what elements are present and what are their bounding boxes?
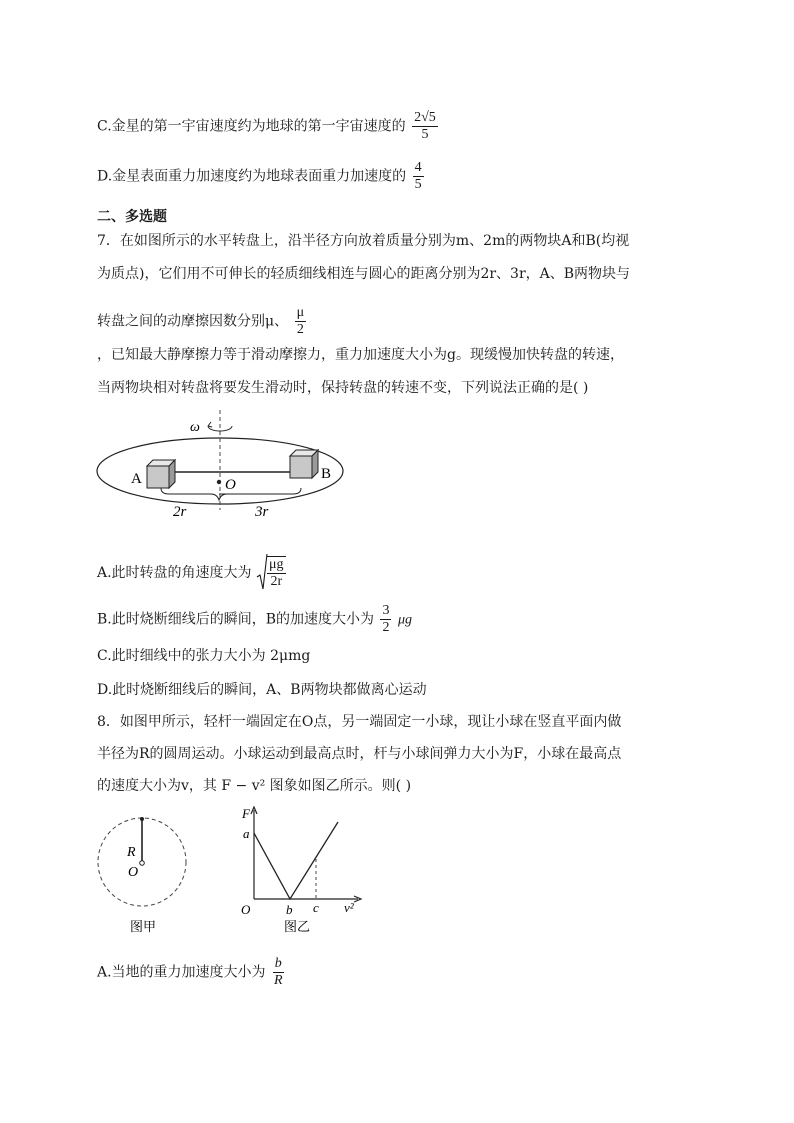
q7-option-c: C.此时细线中的张力大小为 2μmg (97, 648, 311, 664)
q8-option-a-fraction (272, 956, 285, 989)
q7-line-5: 当两物块相对转盘将要发生滑动时，保持转盘的转速不变，下列说法正确的是( ) (97, 380, 589, 396)
fraction-denominator: 5 (414, 177, 422, 192)
label-o: O (241, 902, 251, 917)
fraction-numerator: μg (269, 557, 284, 572)
q6-option-c (97, 110, 440, 143)
fraction-numerator: 4 (414, 160, 422, 175)
fraction-numerator: b (274, 956, 282, 971)
q7-line-1: 7．在如图所示的水平转盘上，沿半径方向放着质量分别为m、2m的两物块A和B(均视 (97, 233, 630, 249)
graph-line (254, 822, 338, 899)
omega-label: ω (190, 420, 200, 435)
q6-option-d-text: D.金星表面重力加速度约为地球表面重力加速度的 (97, 168, 407, 185)
q6-option-c-fraction (412, 110, 438, 143)
q7-line-4: ，已知最大静摩擦力等于滑动摩擦力，重力加速度大小为g。现缓慢加快转盘的转速， (97, 347, 624, 363)
fraction-denominator: 2r (270, 574, 283, 589)
fraction-numerator: 3 (382, 603, 390, 618)
q7-option-b-fraction (380, 603, 391, 636)
fraction-denominator: 2 (382, 620, 390, 635)
q8-option-a-text: A.当地的重力加速度大小为 (97, 964, 266, 981)
block-a (147, 460, 175, 488)
q6-option-c-text: C.金星的第一宇宙速度约为地球的第一宇宙速度的 (97, 118, 406, 135)
fraction-denominator: R (274, 973, 283, 988)
label-a: a (243, 826, 250, 841)
fraction-numerator: 2√5 (414, 110, 436, 125)
label-c: c (313, 900, 319, 915)
ball (140, 817, 144, 821)
q7-line-3-text: 转盘之间的动摩擦因数分别μ、 (97, 313, 289, 330)
label-v2: v² (344, 900, 354, 915)
block-b (290, 450, 318, 478)
fraction-denominator: 2 (296, 322, 304, 337)
q7-option-a (97, 553, 288, 593)
q7-turntable-figure (95, 410, 355, 525)
q6-option-d-fraction (413, 160, 424, 193)
pivot-point (140, 861, 145, 866)
center-point (217, 480, 221, 484)
q8-line-2: 半径为R的圆周运动。小球运动到最高点时，杆与小球间弹力大小为F，小球在最高点 (97, 746, 622, 762)
q7-option-a-fraction (267, 556, 286, 590)
label-a: A (131, 471, 142, 487)
section-heading: 二、多选题 (97, 209, 167, 225)
q8-line-3: 的速度大小为v，其 F − v² 图象如图乙所示。则( ) (97, 778, 412, 794)
fraction-denominator: 5 (421, 127, 429, 142)
label-o: O (225, 477, 236, 493)
q7-option-b (97, 603, 412, 636)
q8-line-1: 8．如图甲所示，轻杆一端固定在O点，另一端固定一小球，现让小球在竖直平面内做 (97, 714, 622, 730)
caption-yi: 图乙 (284, 920, 311, 935)
q7-mu-half-fraction (295, 305, 307, 338)
q8-figure-jia (95, 812, 195, 937)
label-o: O (128, 865, 139, 880)
q8-figure-yi (230, 802, 370, 937)
brace-2r (161, 488, 227, 500)
label-f: F (242, 806, 250, 821)
q6-option-d (97, 160, 426, 193)
label-b: B (321, 466, 332, 482)
q7-option-b-suffix: μg (397, 612, 412, 628)
label-2r: 2r (173, 504, 187, 520)
label-b: b (286, 902, 293, 917)
caption-jia: 图甲 (130, 920, 157, 935)
q7-line-3 (97, 305, 308, 338)
q7-option-d: D.此时烧断细线后的瞬间，A、B两物块都做离心运动 (97, 682, 427, 698)
q7-option-a-text: A.此时转盘的角速度大为 (97, 565, 252, 581)
label-r: R (127, 845, 136, 860)
q8-option-a (97, 956, 287, 989)
q7-option-b-text: B.此时烧断细线后的瞬间，B的加速度大小为 (97, 611, 375, 628)
sqrt-expression (256, 553, 288, 593)
label-3r: 3r (255, 504, 269, 520)
fraction-numerator: μ (296, 305, 305, 320)
q7-line-2: 为质点)，它们用不可伸长的轻质细线相连与圆心的距离分别为2r、3r，A、B两物块与 (97, 266, 631, 282)
